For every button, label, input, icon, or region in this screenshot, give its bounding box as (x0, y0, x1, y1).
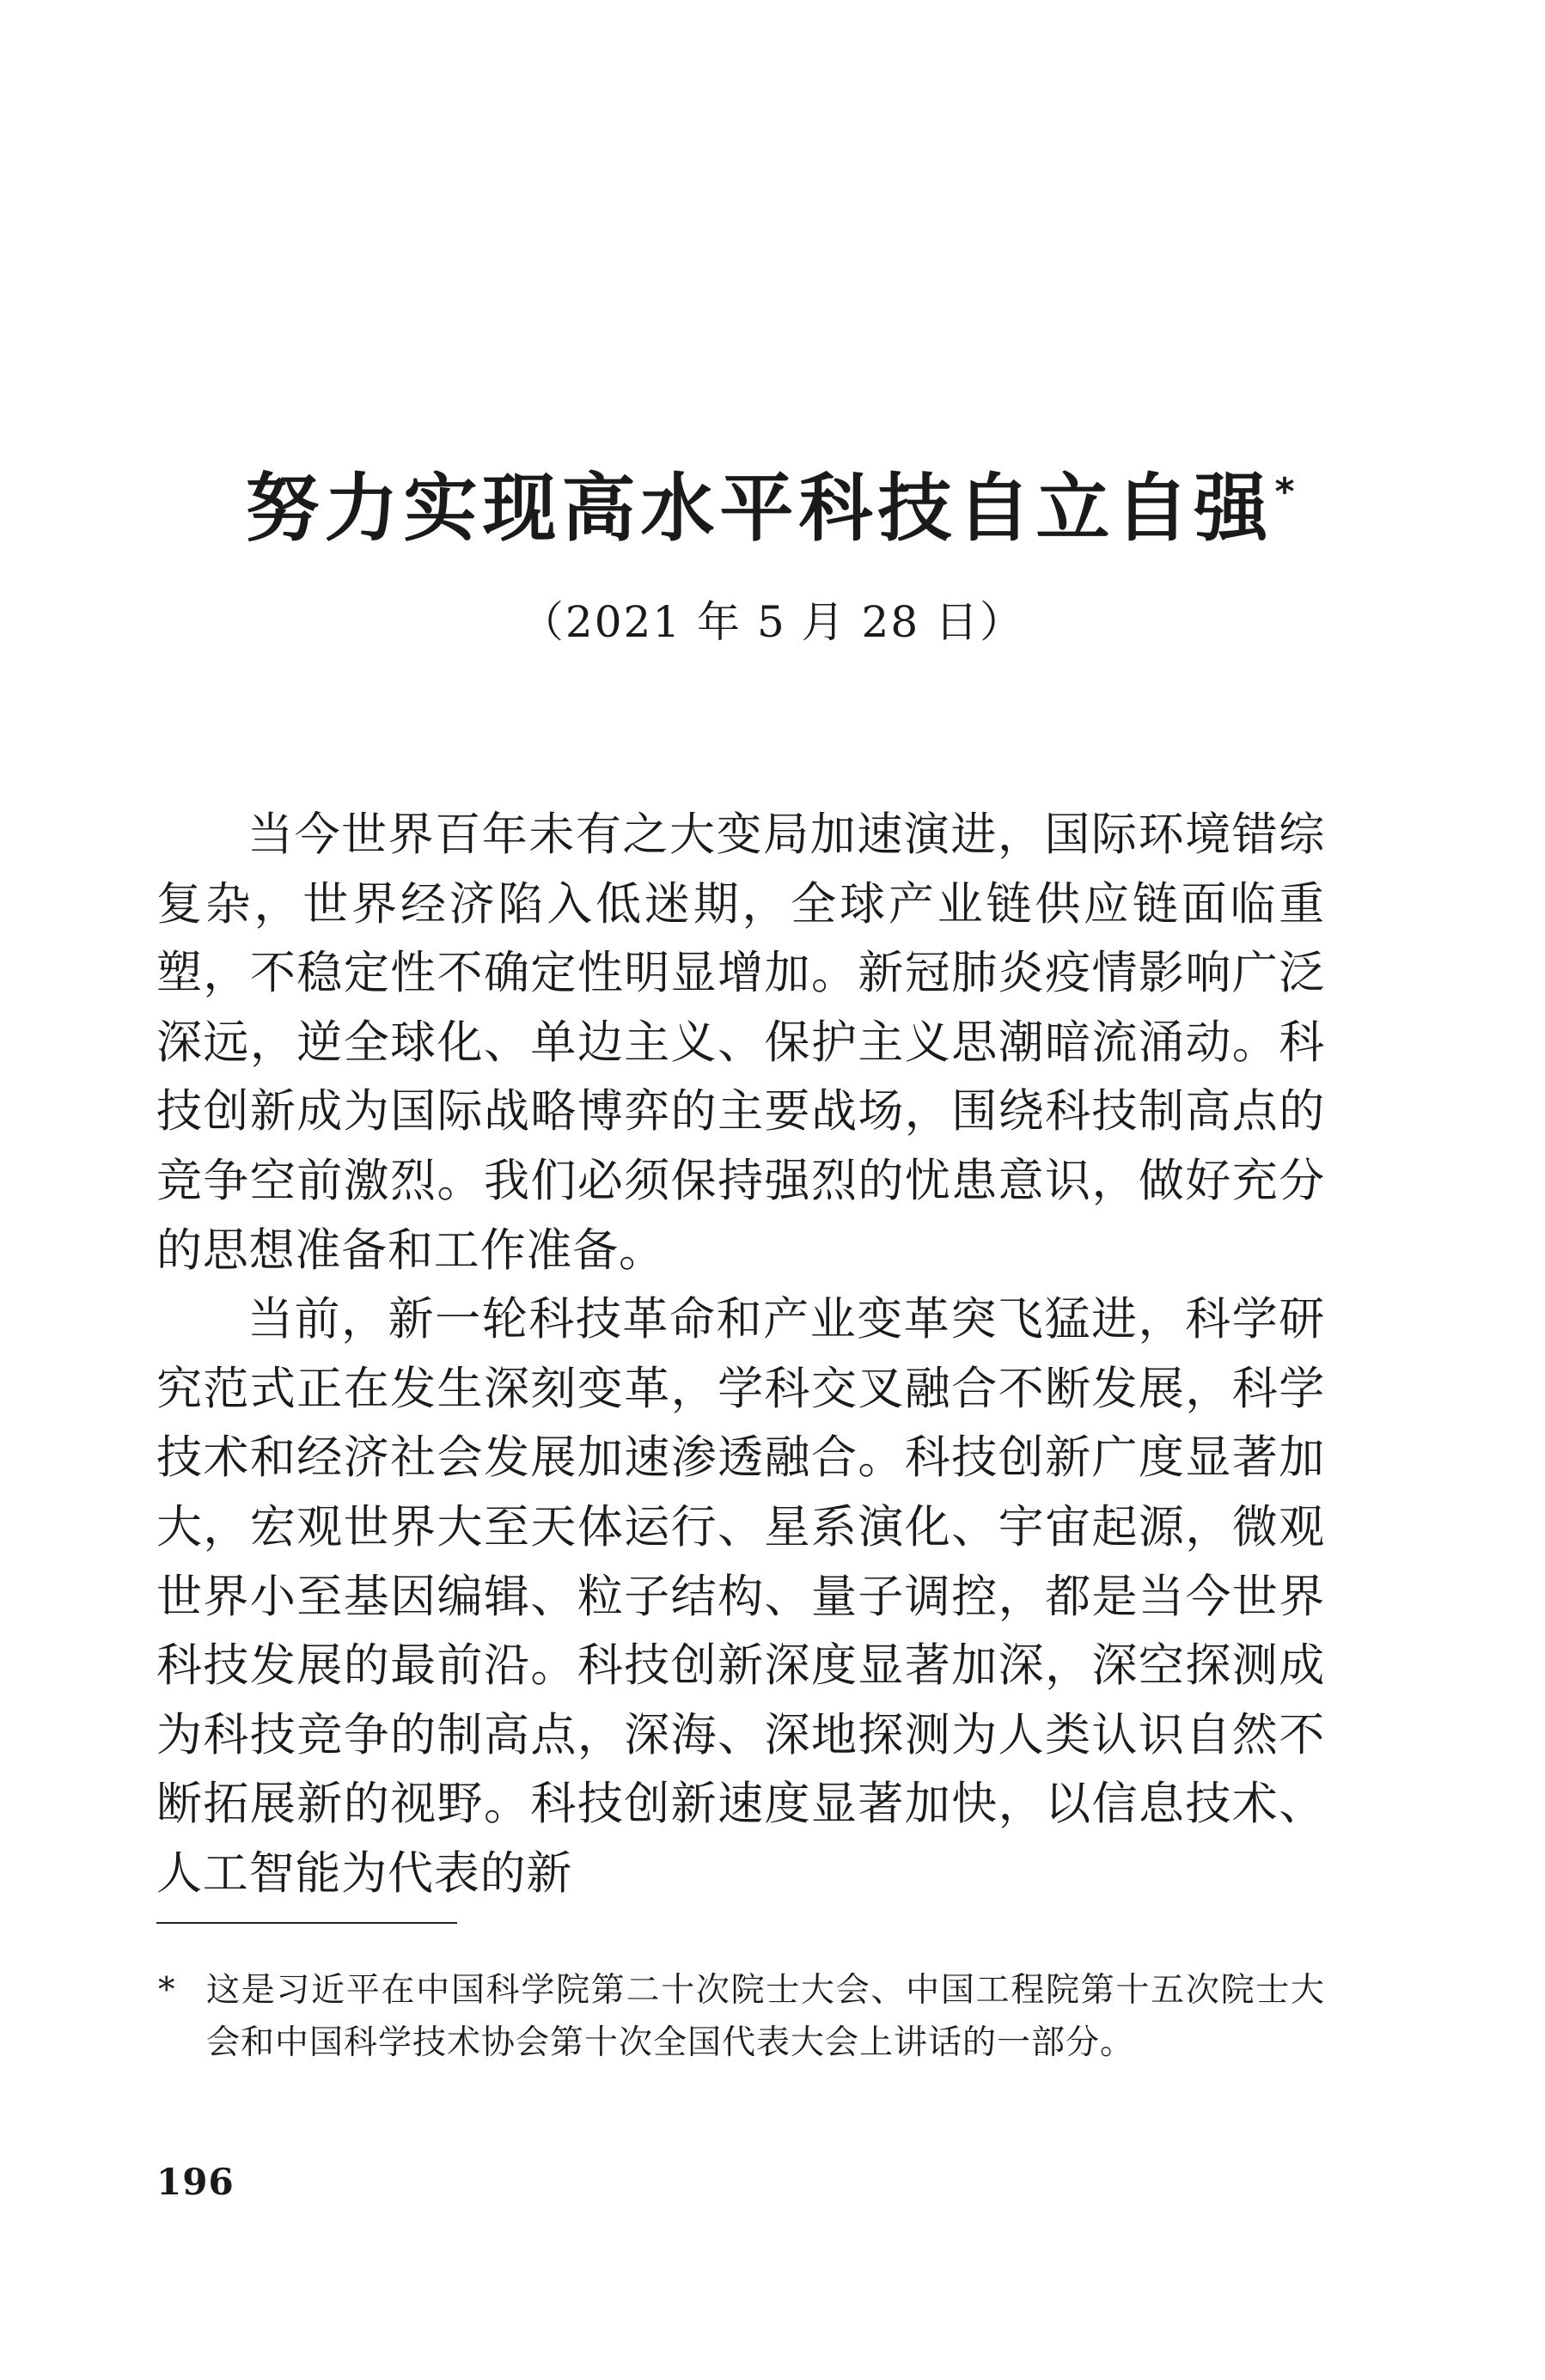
chapter-title (0, 445, 1545, 556)
paragraph-1: 当今世界百年未有之大变局加速演进，国际环境错综复杂，世界经济陷入低迷期，全球产业链供应链面临重塑，不稳定性不确定性明显增加。新冠肺炎疫情影响广泛深远，逆全球化、单边主义、保护主义思潮暗流涌动。科技创新成为国际战略博弈的主要战场，围绕科技制高点的竞争空前激烈。我们必须保持强烈的忧患意识，做好充分的思想准备和工作准备。 (156, 809, 1325, 1277)
speech-date: （2021 年 5 月 28 日） (520, 597, 1025, 647)
footnote-divider (156, 1922, 457, 1924)
footnote (158, 1964, 1325, 2069)
body-text (156, 801, 1325, 1909)
paragraph-2: 当前，新一轮科技革命和产业变革突飞猛进，科学研究范式正在发生深刻变革，学科交叉融合不断发展，科学技术和经济社会发展加速渗透融合。科技创新广度显著加大，宏观世界大至天体运行、星系演化、宇宙起源，微观世界小至基因编辑、粒子结构、量子调控，都是当今世界科技发展的最前沿。科技创新深度显著加深，深空探测成为科技竞争的制高点，深海、深地探测为人类认识自然不断拓展新的视野。科技创新速度显著加快，以信息技术、人工智能为代表的新 (156, 1293, 1325, 1900)
page-number: 196 (156, 2161, 235, 2203)
footnote-reference-mark: * (1274, 470, 1300, 514)
footnote-mark: * (158, 1971, 176, 2010)
chapter-title-text: 努力实现高水平科技自立自强 (245, 466, 1273, 552)
footnote-text: 这是习近平在中国科学院第二十次院士大会、中国工程院第十五次院士大会和中国科学技术协会第十次全国代表大会上讲话的一部分。 (206, 1971, 1325, 2062)
